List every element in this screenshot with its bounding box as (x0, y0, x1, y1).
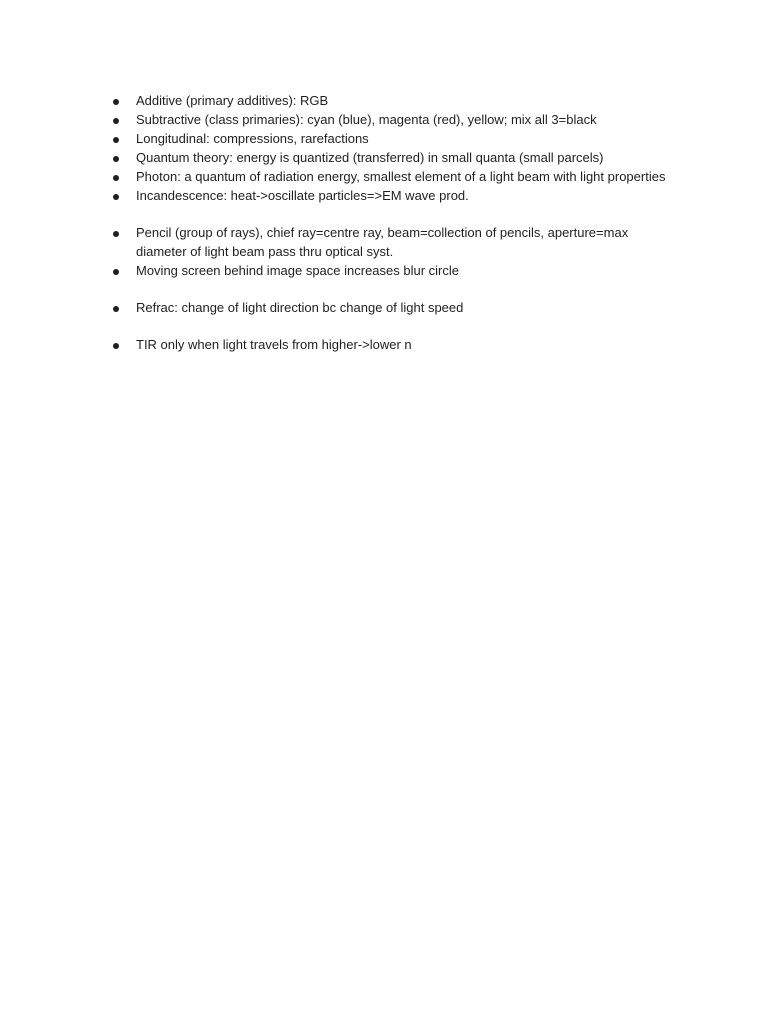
list-item (110, 148, 670, 167)
list-item (110, 167, 670, 186)
list-item-text: Incandescence: heat->oscillate particles=>EM wave prod. (136, 188, 469, 203)
bullet-icon (113, 231, 119, 237)
list-item (110, 129, 670, 148)
list-item (110, 223, 670, 261)
bullet-icon (113, 118, 119, 124)
bullet-icon (113, 156, 119, 162)
list-item-text: Additive (primary additives): RGB (136, 93, 329, 108)
list-item (110, 186, 670, 205)
bullet-icon (113, 306, 119, 312)
list-item-text: Moving screen behind image space increases blur circle (136, 263, 459, 278)
list-item (110, 261, 670, 280)
list-item-text: Photon: a quantum of radiation energy, smallest element of a light beam with light properties (136, 169, 666, 184)
list-item-text: Subtractive (class primaries): cyan (blue), magenta (red), yellow; mix all 3=black (136, 112, 597, 127)
bullet-group (110, 298, 670, 317)
notes-list (110, 91, 670, 354)
bullet-icon (113, 194, 119, 200)
list-item (110, 298, 670, 317)
list-item-text: Quantum theory: energy is quantized (transferred) in small quanta (small parcels) (136, 150, 604, 165)
list-item (110, 335, 670, 354)
list-item-text: Pencil (group of rays), chief ray=centre ray, beam=collection of pencils, aperture=max diameter of light beam pass thru optical syst. (136, 225, 629, 259)
list-item-text: Longitudinal: compressions, rarefactions (136, 131, 369, 146)
bullet-icon (113, 99, 119, 105)
bullet-group (110, 91, 670, 205)
bullet-icon (113, 137, 119, 143)
bullet-icon (113, 343, 119, 349)
list-item-text: TIR only when light travels from higher->lower n (136, 337, 412, 352)
list-item-text: Refrac: change of light direction bc change of light speed (136, 300, 464, 315)
list-item (110, 91, 670, 110)
list-item (110, 110, 670, 129)
bullet-icon (113, 175, 119, 181)
bullet-group (110, 335, 670, 354)
bullet-icon (113, 269, 119, 275)
bullet-group (110, 223, 670, 280)
